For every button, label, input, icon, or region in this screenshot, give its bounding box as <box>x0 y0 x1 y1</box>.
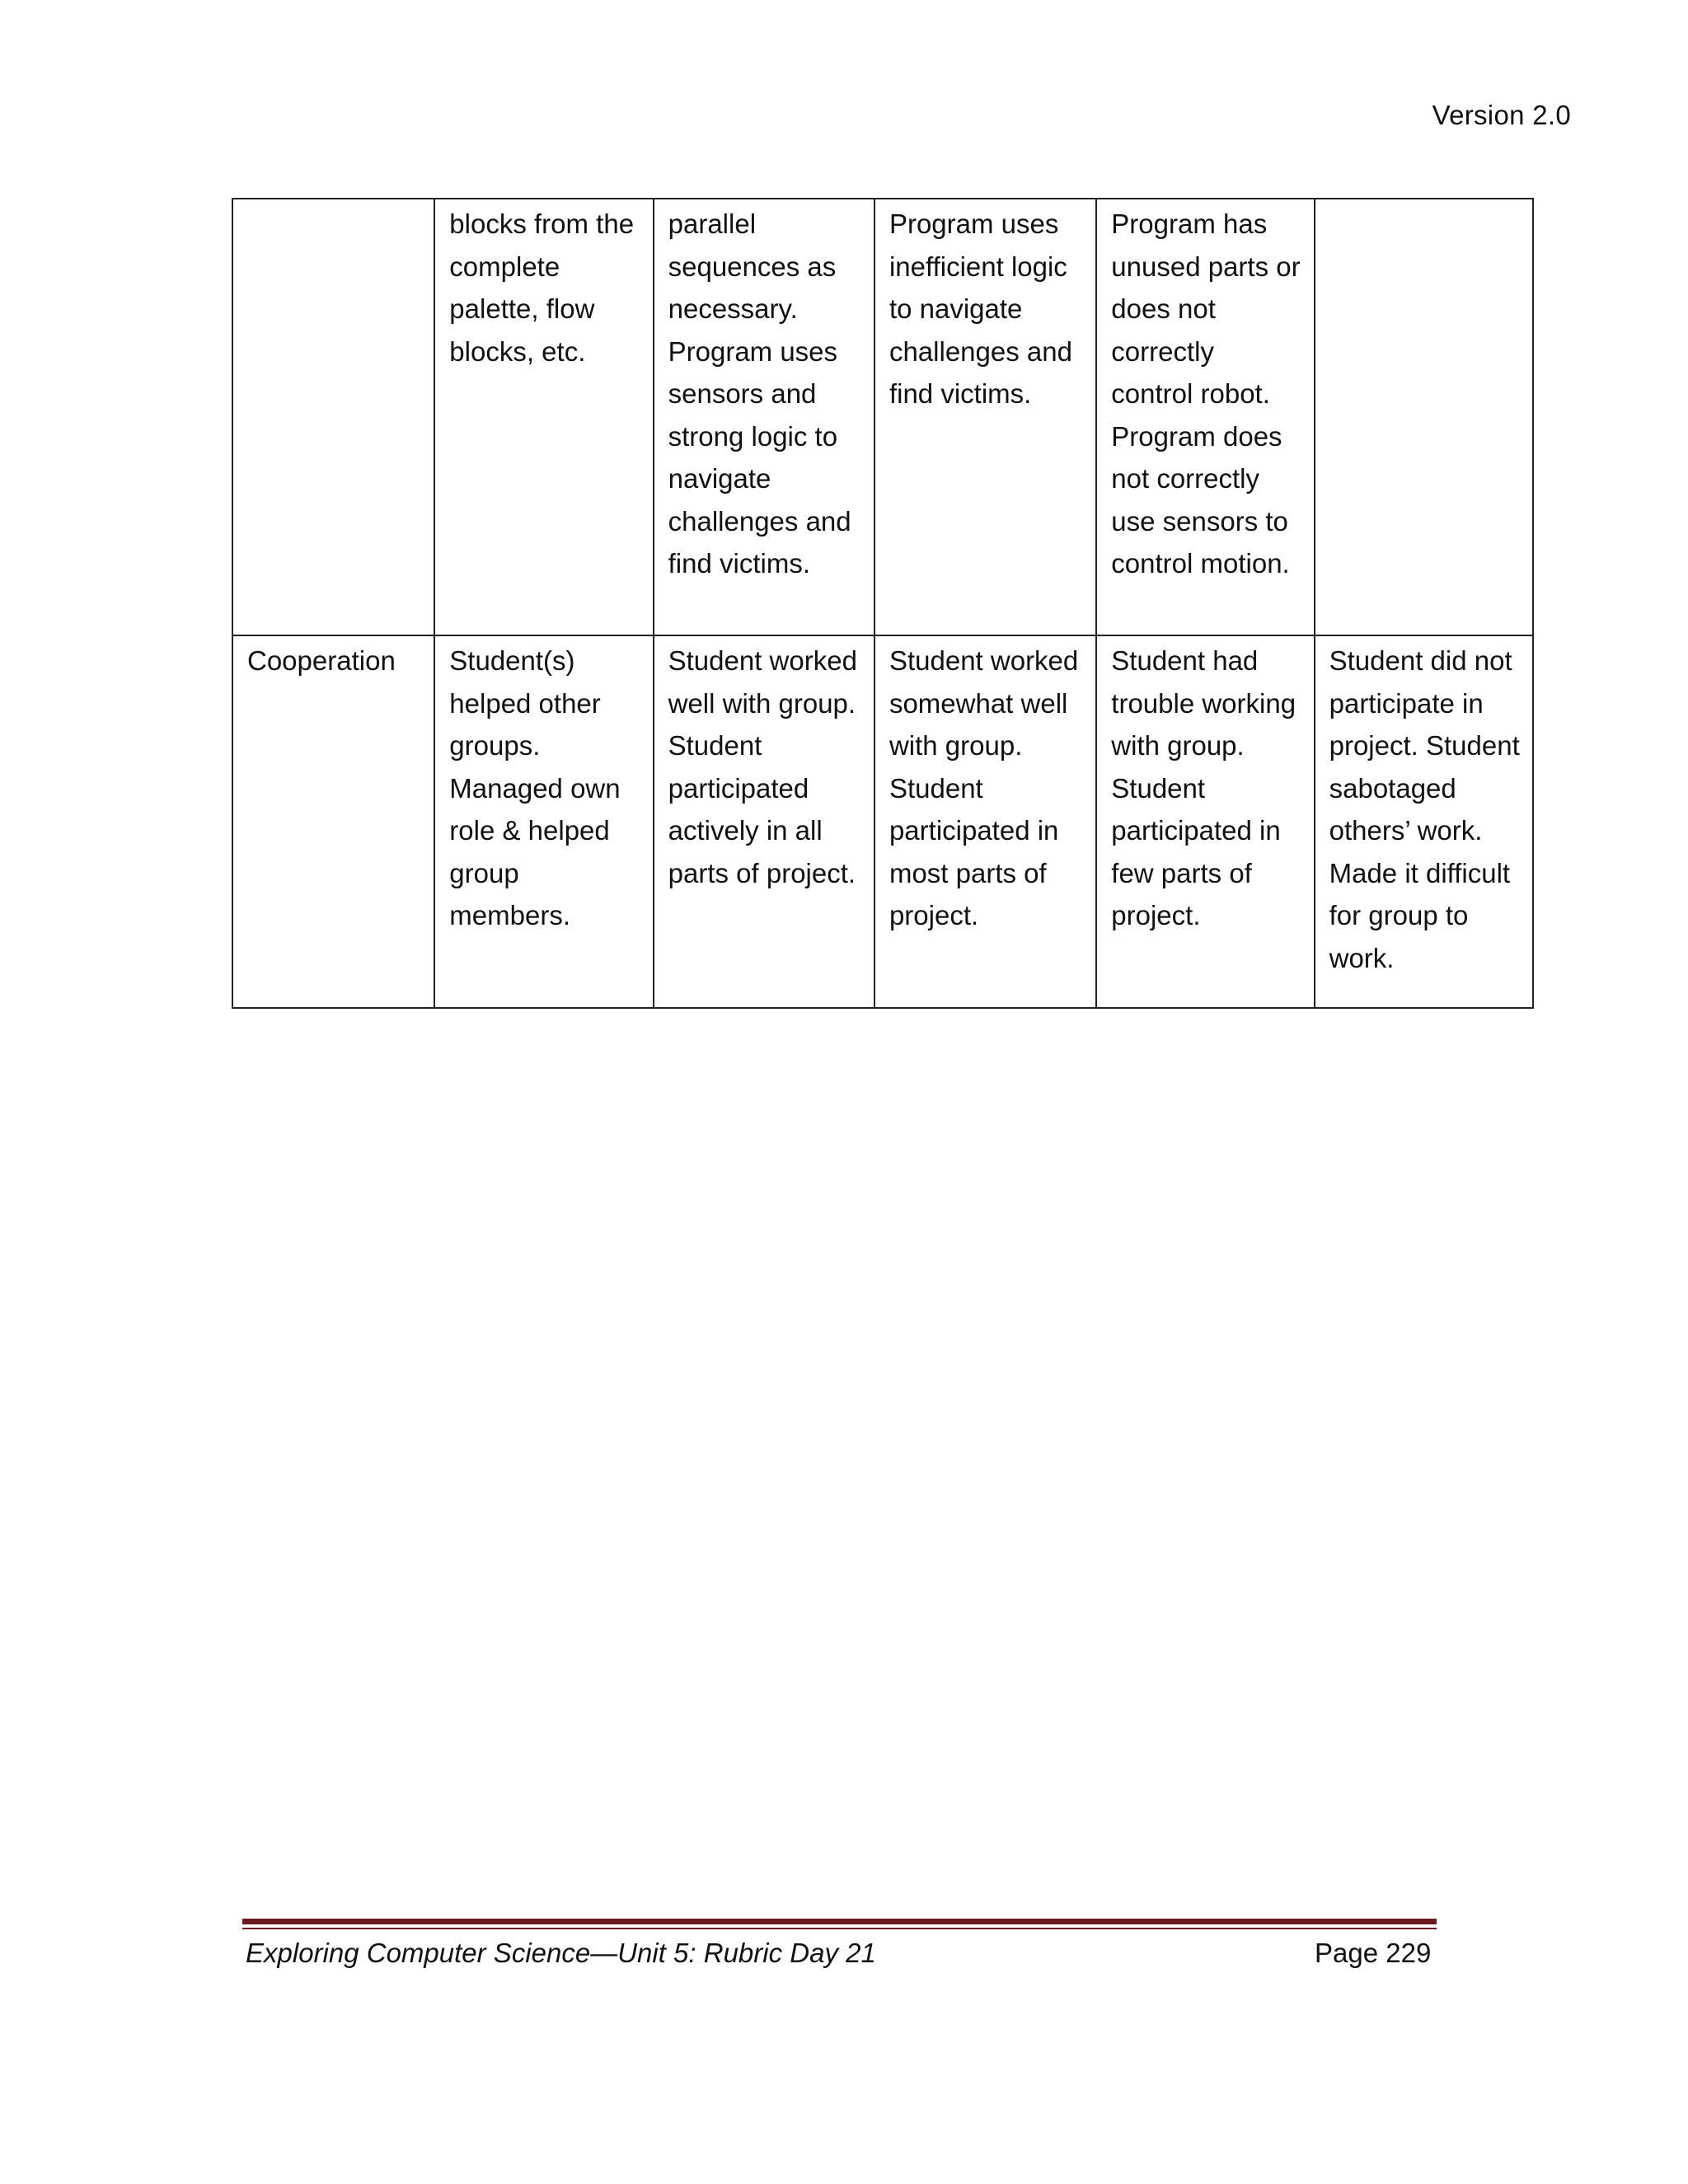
footer-title: Exploring Computer Science—Unit 5: Rubric Day 21 <box>246 1938 876 1968</box>
rubric-cell: blocks from the complete palette, flow blocks, etc. <box>434 199 653 635</box>
rubric-cell: Student did not participate in project. Student sabotaged others’ work. Made it difficult for group to work. <box>1315 635 1533 1008</box>
footer-rule-thin <box>242 1928 1437 1929</box>
rubric-cell: Student(s) helped other groups. Managed own role & helped group members. <box>434 635 653 1008</box>
footer-rule <box>242 1919 1437 1924</box>
page-number: Page 229 <box>1315 1938 1432 1968</box>
rubric-cell: Program has unused parts or does not correctly control robot. Program does not correctly use sensors to control motion. <box>1096 199 1314 635</box>
rubric-cell: Student worked well with group. Student participated actively in all parts of project. <box>654 635 874 1008</box>
rubric-cell: Student worked somewhat well with group. Student participated in most parts of project. <box>874 635 1096 1008</box>
rubric-table <box>232 198 1534 1009</box>
rubric-cell: Program uses inefficient logic to navigate challenges and find victims. <box>874 199 1096 635</box>
criterion-cell: Cooperation <box>232 635 434 1008</box>
rubric-cell <box>1315 199 1533 635</box>
rubric-cell: Student had trouble working with group. Student participated in few parts of project. <box>1096 635 1314 1008</box>
criterion-cell <box>232 199 434 635</box>
table-row <box>232 199 1533 635</box>
table-row <box>232 635 1533 1008</box>
rubric-cell: parallel sequences as necessary. Program uses sensors and strong logic to navigate challenges and find victims. <box>654 199 874 635</box>
version-label: Version 2.0 <box>1432 100 1571 130</box>
